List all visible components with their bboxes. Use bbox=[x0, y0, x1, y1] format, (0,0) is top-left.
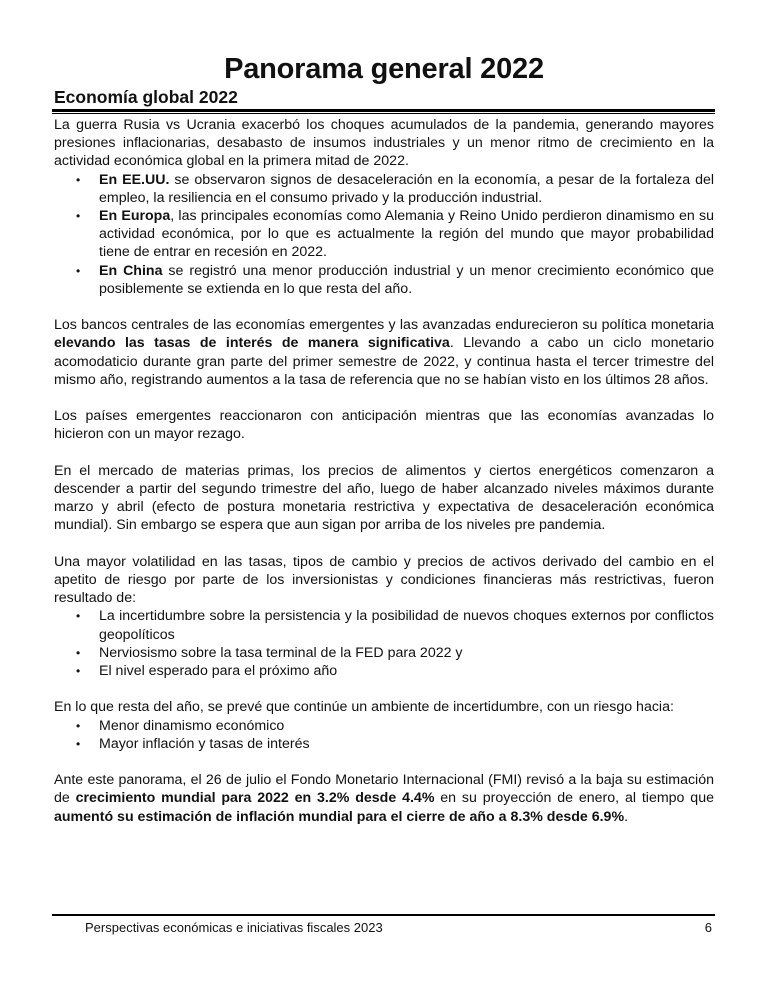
commodities-paragraph: En el mercado de materias primas, los precios de alimentos y ciertos energéticos comenzaron a descender a partir del segundo trimestre del año, luego de haber alcanzado niveles máximos durante marzo y abril (efecto de postura monetaria restrictiva y expectativa de desaceleración económica mundial). Sin embargo se espera que aun sigan por arriba de los niveles pre pandemia. bbox=[54, 462, 714, 534]
page-title: Panorama general 2022 bbox=[224, 53, 544, 85]
imf-text: . bbox=[624, 808, 629, 825]
section-heading: Economía global 2022 bbox=[54, 87, 238, 107]
central-banks-paragraph bbox=[54, 316, 714, 389]
region-label: En China bbox=[99, 262, 163, 279]
region-label: En Europa bbox=[99, 208, 171, 225]
bullet-icon: • bbox=[76, 718, 81, 733]
volatility-list bbox=[54, 607, 714, 680]
bullet-icon: • bbox=[76, 736, 81, 751]
list-item bbox=[54, 735, 714, 753]
region-text: , las principales economías como Alemania y Reino Unido perdieron dinamismo en su actividad económica, por lo que es actualmente la región del mundo que mayor probabilidad tiene de entrar en recesión en 2022. bbox=[99, 208, 714, 261]
imf-text: en su proyección de enero, al tiempo que bbox=[434, 790, 714, 807]
footer-title: Perspectivas económicas e iniciativas fiscales 2023 bbox=[85, 920, 383, 935]
list-item-europe bbox=[54, 207, 714, 262]
imf-inflation-emphasis: aumentó su estimación de inflación mundial para el cierre de año a 8.3% desde 6.9% bbox=[54, 808, 625, 825]
imf-paragraph bbox=[54, 771, 714, 826]
imf-text: Ante este panorama, el 26 de julio el Fondo Monetario Internacional (FMI) revisó a la baja su estimación de bbox=[54, 772, 714, 807]
heading-rule-thin bbox=[52, 113, 715, 114]
emerging-paragraph: Los países emergentes reaccionaron con anticipación mientras que las economías avanzadas lo hicieron con un mayor rezago. bbox=[54, 408, 714, 443]
body-content bbox=[54, 116, 714, 826]
bullet-icon: • bbox=[76, 609, 81, 624]
list-item bbox=[54, 607, 714, 643]
footer-rule bbox=[52, 914, 715, 916]
central-banks-text: Los bancos centrales de las economías emergentes y las avanzadas endurecieron su política monetaria bbox=[54, 317, 714, 334]
central-banks-text-after: . Llevando a cabo un ciclo monetario acomodaticio durante gran parte del primer semestre de 2022, y continua hasta el tercer trimestre del mismo año, registrando aumentos a la tasa de referencia que no se habían visto en los últimos 28 años. bbox=[54, 335, 715, 388]
list-item-china bbox=[54, 262, 714, 298]
region-label: En EE.UU. bbox=[99, 171, 170, 188]
list-item-text: Menor dinamismo económico bbox=[99, 717, 285, 734]
list-item-text: La incertidumbre sobre la persistencia y la posibilidad de nuevos choques externos por conflictos geopolíticos bbox=[99, 608, 714, 643]
imf-growth-emphasis: crecimiento mundial para 2022 en 3.2% desde 4.4% bbox=[75, 790, 435, 807]
list-item-text: Mayor inflación y tasas de interés bbox=[99, 735, 310, 752]
list-item bbox=[54, 662, 714, 680]
list-item-text: El nivel esperado para el próximo año bbox=[99, 663, 338, 680]
heading-rule-thick bbox=[52, 109, 715, 112]
outlook-list bbox=[54, 717, 714, 753]
list-item bbox=[54, 717, 714, 735]
bullet-icon: • bbox=[76, 664, 81, 679]
region-text: se observaron signos de desaceleración en la economía, a pesar de la fortaleza del empleo, la resiliencia en el consumo privado y la producción industrial. bbox=[99, 171, 714, 206]
bullet-icon: • bbox=[76, 209, 81, 224]
list-item-text: Nerviosismo sobre la tasa terminal de la FED para 2022 y bbox=[99, 644, 463, 661]
bullet-icon: • bbox=[76, 645, 81, 660]
bullet-icon: • bbox=[76, 263, 81, 278]
page-number: 6 bbox=[704, 920, 712, 935]
list-item-usa bbox=[54, 171, 714, 207]
regions-list bbox=[54, 171, 714, 298]
intro-paragraph: La guerra Rusia vs Ucrania exacerbó los choques acumulados de la pandemia, generando mayores presiones inflacionarias, desabasto de insumos industriales y un menor ritmo de crecimiento en la actividad económica global en la primera mitad de 2022. bbox=[54, 117, 714, 170]
list-item bbox=[54, 644, 714, 662]
bullet-icon: • bbox=[76, 172, 81, 187]
outlook-paragraph: En lo que resta del año, se prevé que continúe un ambiente de incertidumbre, con un riesgo hacia: bbox=[54, 699, 674, 716]
central-banks-emphasis: elevando las tasas de interés de manera significativa bbox=[54, 335, 450, 352]
region-text: se registró una menor producción industrial y un menor crecimiento económico que posiblemente se extienda en lo que resta del año. bbox=[99, 262, 714, 297]
volatility-paragraph: Una mayor volatilidad en las tasas, tipos de cambio y precios de activos derivado del cambio en el apetito de riesgo por parte de los inversionistas y condiciones financieras más restrictivas, fueron resultado de: bbox=[54, 553, 714, 607]
